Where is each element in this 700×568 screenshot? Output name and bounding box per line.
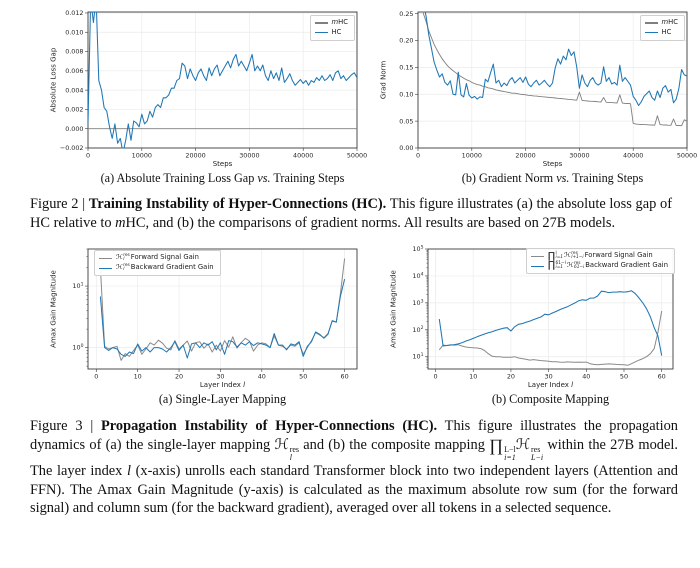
svg-text:0.002: 0.002 bbox=[65, 105, 84, 114]
text-token: l bbox=[571, 381, 574, 390]
svg-text:0.010: 0.010 bbox=[65, 28, 84, 37]
svg-text:50000: 50000 bbox=[676, 151, 698, 160]
legend-swatch bbox=[531, 256, 544, 257]
figure3-caption bbox=[30, 417, 678, 518]
text-token: ℋ bbox=[566, 261, 574, 270]
svg-text:0.008: 0.008 bbox=[65, 47, 84, 56]
math-stack bbox=[123, 264, 130, 273]
svg-text:10000: 10000 bbox=[461, 151, 482, 160]
text-token: Steps bbox=[212, 160, 233, 168]
math-sup: res bbox=[123, 252, 130, 258]
math-h2-scripts bbox=[531, 446, 543, 462]
legend-entry-HC bbox=[315, 28, 348, 38]
svg-text:40: 40 bbox=[257, 372, 266, 381]
svg-text:101: $10^1$ bbox=[72, 282, 84, 291]
text-token: m bbox=[661, 18, 669, 26]
svg-text:50: 50 bbox=[619, 372, 629, 381]
text-token: vs. bbox=[257, 171, 271, 185]
text-token: Forward Signal Gain bbox=[130, 253, 199, 262]
svg-text:103: $10^3$ bbox=[412, 299, 424, 308]
svg-text:0: 0 bbox=[433, 372, 438, 381]
legend-swatch bbox=[645, 32, 658, 33]
chart-loss-gap bbox=[48, 8, 368, 186]
text-token: l bbox=[243, 381, 246, 390]
grad_norm-plot-area bbox=[378, 8, 698, 162]
y-axis-label: Amax Gain Magnitude bbox=[389, 270, 398, 349]
figure2-caption-body1: This figure illustrates (a) the absolute loss gap of HC relative to bbox=[30, 196, 672, 231]
math-sub: l bbox=[123, 267, 125, 273]
text-token: m bbox=[331, 18, 339, 26]
figure2-caption-mitalic: m bbox=[115, 214, 126, 231]
text-token: HC bbox=[668, 18, 678, 26]
figure2-caption-body2: HC, and (b) the comparisons of gradient norms. All results are based on 27B models. bbox=[125, 214, 616, 231]
text-token: Forward Signal Gain bbox=[584, 251, 653, 260]
legend-entry-forward bbox=[99, 253, 214, 263]
svg-text:0.25: 0.25 bbox=[399, 9, 414, 18]
text-token: (a) Single-Layer Mapping bbox=[158, 392, 287, 407]
svg-text:0.00: 0.00 bbox=[399, 144, 414, 153]
figure3-charts-row bbox=[48, 245, 700, 407]
svg-text:104: $10^4$ bbox=[412, 272, 424, 281]
text-token: HC bbox=[338, 18, 348, 26]
composite-legend bbox=[526, 248, 675, 274]
series-group bbox=[439, 291, 661, 366]
math-h-scripts bbox=[290, 446, 299, 462]
math-sup: 61−l bbox=[555, 260, 566, 266]
svg-text:30000: 30000 bbox=[569, 151, 590, 160]
math-sub: i=1 bbox=[555, 265, 564, 271]
product-symbol: ∏ bbox=[547, 260, 555, 272]
svg-text:0.05: 0.05 bbox=[399, 117, 414, 126]
y-axis-label: Absolute Loss Gap bbox=[49, 47, 58, 113]
svg-text:50: 50 bbox=[299, 372, 308, 381]
chart-grad-norm bbox=[378, 8, 698, 186]
math-product-symbol: ∏ bbox=[489, 436, 504, 456]
svg-text:0.10: 0.10 bbox=[399, 90, 414, 99]
svg-text:20: 20 bbox=[174, 372, 184, 381]
loss_gap-subcaption bbox=[48, 171, 364, 186]
svg-text:0.000: 0.000 bbox=[65, 124, 84, 133]
math-sub: i=1 bbox=[555, 255, 564, 261]
text-token: Steps bbox=[542, 160, 563, 168]
math-h2-sub: L−i bbox=[531, 452, 544, 462]
math-stack bbox=[123, 254, 130, 263]
chart-single-layer-mapping bbox=[48, 245, 364, 407]
legend-swatch bbox=[99, 268, 112, 269]
legend-entry-HC bbox=[645, 28, 678, 38]
svg-text:0.15: 0.15 bbox=[399, 63, 414, 72]
legend-swatch bbox=[315, 32, 328, 33]
chart-composite-mapping bbox=[388, 245, 680, 407]
text-token: ℋ bbox=[116, 253, 123, 262]
composite-subcaption bbox=[388, 392, 680, 407]
math-composite-mapping bbox=[489, 436, 544, 462]
math-h-sup: res bbox=[289, 444, 300, 454]
svg-text:40: 40 bbox=[582, 372, 591, 381]
svg-text:0.006: 0.006 bbox=[65, 67, 84, 76]
math-sup: l bbox=[555, 250, 557, 256]
math-h-symbol: ℋ bbox=[274, 437, 289, 454]
text-token: (b) Composite Mapping bbox=[491, 392, 610, 407]
svg-text:102: $10^2$ bbox=[412, 326, 424, 335]
math-h2-symbol: ℋ bbox=[515, 437, 530, 454]
svg-text:20: 20 bbox=[506, 372, 515, 381]
text-token: Training Steps bbox=[270, 171, 345, 185]
figure3-caption-body3: within the 27B model. The layer index bbox=[30, 437, 678, 479]
math-sup: res bbox=[573, 260, 581, 266]
text-token: HC bbox=[661, 27, 672, 36]
svg-text:0.004: 0.004 bbox=[65, 86, 84, 95]
composite-plot-area bbox=[388, 245, 680, 383]
grad_norm-subcaption bbox=[378, 171, 694, 186]
math-product-sup: L−l bbox=[504, 444, 516, 454]
math-h2-sup: res bbox=[531, 444, 541, 454]
svg-text:105: $10^5$ bbox=[412, 245, 424, 254]
svg-text:50000: 50000 bbox=[346, 151, 368, 160]
y-axis-label: Grad Norm bbox=[379, 60, 388, 100]
text-token: Layer Index bbox=[199, 381, 244, 390]
legend-swatch bbox=[99, 258, 112, 259]
math-sup: res bbox=[571, 250, 578, 256]
figure2-charts-row bbox=[48, 8, 700, 186]
math-sub: 61−i bbox=[573, 265, 585, 271]
figure3-caption-title: Propagation Instability of Hyper-Connections (HC). bbox=[101, 418, 438, 435]
svg-text:0: 0 bbox=[415, 151, 421, 160]
text-token: Layer Index bbox=[527, 381, 572, 390]
svg-text:0: 0 bbox=[94, 372, 99, 381]
y-axis-label: Amax Gain Magnitude bbox=[49, 270, 58, 349]
math-stack bbox=[556, 252, 564, 261]
svg-text:0: 0 bbox=[85, 151, 91, 160]
svg-text:60: 60 bbox=[340, 372, 349, 381]
text-token: HC bbox=[331, 27, 342, 36]
single_layer-legend bbox=[94, 250, 221, 276]
svg-text:30: 30 bbox=[544, 372, 553, 381]
svg-text:10000: 10000 bbox=[131, 151, 152, 160]
grad_norm-legend bbox=[640, 15, 685, 41]
svg-text:40000: 40000 bbox=[293, 151, 314, 160]
text-token: Backward Gradient Gain bbox=[130, 263, 214, 272]
figure2-caption-title: Training Instability of Hyper-Connections (HC). bbox=[88, 196, 387, 212]
text-token: (a) Absolute Training Loss Gap bbox=[100, 171, 258, 185]
figure3-caption-prefix: Figure 3 | bbox=[30, 418, 101, 435]
text-token: ℋ bbox=[564, 251, 571, 260]
text-token: vs. bbox=[556, 171, 570, 185]
math-stack bbox=[556, 262, 566, 271]
figure3-caption-body4: (x-axis) unrolls each standard Transformer block into two independent layers (Attention and FFN). The Amax Gain Magnitude (y-axis) is calculated as the maximum absolute row sum (for the forward signal) and column sum (for the backward gradient), averaged over all tokens in a selected sequence. bbox=[30, 462, 678, 517]
math-product-sub: i=1 bbox=[504, 452, 516, 462]
figure2-caption-prefix: Figure 2 | bbox=[30, 196, 89, 212]
text-token: Training Steps bbox=[569, 171, 644, 185]
legend-swatch bbox=[315, 22, 328, 23]
legend-entry-mHC bbox=[645, 18, 678, 28]
single_layer-subcaption bbox=[48, 392, 364, 407]
figure2-caption bbox=[30, 195, 672, 232]
loss_gap-legend bbox=[310, 15, 355, 41]
loss_gap-plot-area bbox=[48, 8, 368, 162]
svg-text:0.20: 0.20 bbox=[399, 36, 414, 45]
legend-swatch bbox=[531, 266, 544, 267]
svg-text:10: 10 bbox=[133, 372, 142, 381]
product-symbol: ∏ bbox=[547, 250, 555, 262]
math-sub: l+1−i bbox=[571, 255, 584, 261]
text-token: (b) Gradient Norm bbox=[461, 171, 557, 185]
legend-entry-mHC bbox=[315, 18, 348, 28]
legend-entry-backward bbox=[99, 263, 214, 273]
svg-text:60: 60 bbox=[657, 372, 666, 381]
svg-text:100: $10^0$ bbox=[72, 344, 84, 353]
svg-text:101: $10^1$ bbox=[412, 353, 424, 362]
math-stack bbox=[571, 252, 583, 261]
text-token: ℋ bbox=[116, 263, 123, 272]
math-single-layer-mapping bbox=[274, 437, 300, 462]
math-stack bbox=[574, 262, 584, 271]
svg-text:30: 30 bbox=[216, 372, 225, 381]
text-token: Backward Gradient Gain bbox=[585, 261, 668, 270]
svg-text:40000: 40000 bbox=[623, 151, 644, 160]
figure3-caption-body2: and (b) the composite mapping bbox=[299, 437, 490, 454]
svg-text:20000: 20000 bbox=[185, 151, 206, 160]
legend-swatch bbox=[645, 22, 658, 23]
svg-text:−0.002: −0.002 bbox=[59, 144, 84, 153]
math-sub: l bbox=[123, 257, 125, 263]
tick-labels bbox=[72, 282, 348, 381]
series-line-backward bbox=[439, 291, 661, 356]
figure3-caption-body1: This figure illustrates the propagation dynamics of (a) the single-layer mapping bbox=[30, 418, 678, 454]
svg-text:10: 10 bbox=[469, 372, 478, 381]
svg-text:30000: 30000 bbox=[239, 151, 260, 160]
math-sup: res bbox=[123, 262, 130, 268]
svg-text:0.012: 0.012 bbox=[65, 9, 84, 18]
math-h-sub: l bbox=[289, 452, 292, 462]
legend-entry-backward bbox=[531, 261, 668, 271]
figure3-caption-litalic: l bbox=[126, 462, 131, 479]
svg-text:20000: 20000 bbox=[515, 151, 536, 160]
single_layer-plot-area bbox=[48, 245, 364, 383]
math-product-scripts bbox=[504, 446, 516, 462]
